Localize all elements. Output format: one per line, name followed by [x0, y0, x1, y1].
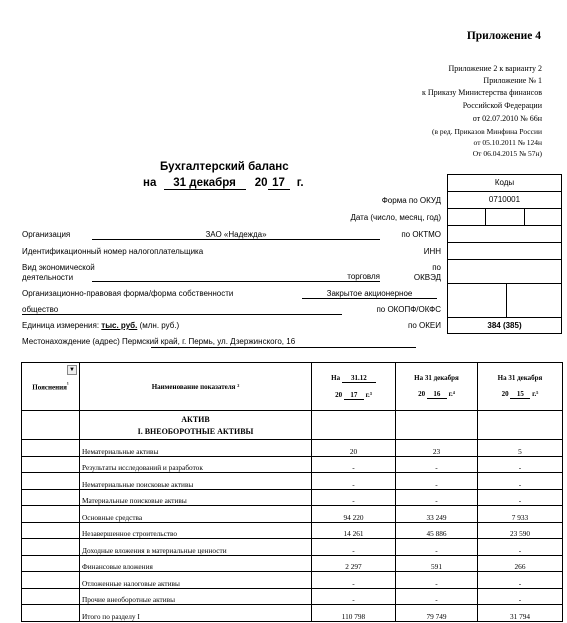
table-row: [22, 473, 563, 490]
row-name: Доходные вложения в материальные ценности: [80, 539, 312, 556]
row-name: Результаты исследований и разработок: [80, 456, 312, 473]
codes-box: [447, 174, 562, 334]
row-name: Итого по разделу I: [80, 605, 312, 622]
col2-year-prefix: 20: [418, 390, 426, 398]
table-row: [22, 572, 563, 589]
header-note-line: от 02.07.2010 № 66н: [472, 114, 542, 123]
col-2017-header: [312, 363, 396, 411]
activity-label-2: деятельности: [22, 273, 74, 282]
row-name: Материальные поисковые активы: [80, 489, 312, 506]
legal-form-value-2: общество: [22, 305, 342, 315]
date-code-cell: [448, 208, 561, 226]
subsection-label: I. ВНЕОБОРОТНЫЕ АКТИВЫ: [137, 426, 254, 436]
col2-year: 16: [427, 390, 447, 399]
oktmo-label: по ОКТМО: [401, 230, 441, 239]
col3-top: На 31 декабря: [497, 374, 543, 382]
appendix-title: Приложение 4: [466, 30, 541, 42]
value-2016: -: [396, 539, 478, 556]
value-2017: 20: [312, 440, 396, 457]
unit-label: Единица измерения:: [22, 321, 100, 330]
value-2015: -: [478, 456, 563, 473]
col-name-header: Наименование показателя ²: [80, 363, 312, 411]
value-2015: -: [478, 539, 563, 556]
document-title: Бухгалтерский баланс: [160, 161, 289, 173]
value-2015: 266: [478, 555, 563, 572]
date-label: Дата (число, месяц, год): [350, 213, 441, 222]
inn-code-label: ИНН: [423, 247, 441, 256]
legal-form-value: Закрытое акционерное: [302, 289, 437, 299]
value-2016: 45 886: [396, 522, 478, 539]
okved-code-cell: [448, 259, 561, 284]
value-2015: -: [478, 473, 563, 490]
table-row: [22, 522, 563, 539]
value-2015: 31 794: [478, 605, 563, 622]
value-2015: -: [478, 489, 563, 506]
year-value: 17: [268, 177, 290, 190]
codes-header: Коды: [448, 175, 561, 192]
filter-icon[interactable]: ▼: [67, 365, 77, 375]
legal-form-label: Организационно-правовая форма/форма собственности: [22, 289, 234, 298]
notes-cell: [22, 522, 80, 539]
notes-cell: [22, 572, 80, 589]
row-name: Нематериальные активы: [80, 440, 312, 457]
row-name: Основные средства: [80, 506, 312, 523]
notes-cell: [22, 539, 80, 556]
col-2015-header: [478, 363, 563, 411]
row-name: Нематериальные поисковые активы: [80, 473, 312, 490]
header-note-line: к Приказу Министерства финансов: [422, 88, 542, 97]
header-note-line: От 06.04.2015 № 57н): [472, 149, 542, 158]
table-row: [22, 456, 563, 473]
balance-table: [21, 362, 563, 622]
value-2017: -: [312, 588, 396, 605]
notes-cell: [22, 506, 80, 523]
value-2016: 591: [396, 555, 478, 572]
location: Местонахождение (адрес) Пермский край, г. Пермь, ул. Дзержинского, 16: [22, 337, 296, 346]
section-row: [22, 411, 563, 440]
col3-year-prefix: 20: [501, 390, 509, 398]
col2-suffix: г.⁴: [448, 390, 455, 398]
header-note-line: (в ред. Приказов Минфина России: [432, 127, 542, 136]
okopf-label: по ОКОПФ/ОКФС: [376, 305, 441, 314]
okved-po: по: [432, 263, 441, 272]
table-row: [22, 588, 563, 605]
notes-cell: [22, 605, 80, 622]
value-2017: -: [312, 572, 396, 589]
value-2017: -: [312, 539, 396, 556]
table-row: [22, 539, 563, 556]
org-name: ЗАО «Надежда»: [92, 230, 380, 240]
table-row: [22, 605, 563, 622]
activity-value: торговля: [92, 272, 380, 282]
section-label: АКТИВ: [181, 414, 210, 424]
header-note-line: Приложение 2 к варианту 2: [448, 64, 542, 73]
header-note-line: от 05.10.2011 № 124н: [473, 138, 542, 147]
notes-cell: [22, 555, 80, 572]
form-okud-label: Форма по ОКУД: [381, 196, 441, 205]
value-2017: -: [312, 473, 396, 490]
value-2015: -: [478, 588, 563, 605]
okei-code: 384 (385): [487, 321, 522, 330]
org-label: Организация: [22, 230, 71, 239]
col1-suffix: г.³: [365, 390, 372, 399]
value-2015: 5: [478, 440, 563, 457]
col-2016-header: [396, 363, 478, 411]
table-row: [22, 440, 563, 457]
notes-cell: [22, 473, 80, 490]
row-name: Прочие внеоборотные активы: [80, 588, 312, 605]
notes-cell: [22, 588, 80, 605]
table-row: [22, 555, 563, 572]
okud-code: 0710001: [448, 191, 561, 209]
date-value: 31 декабря: [164, 177, 246, 190]
col-notes-sup: ¹: [66, 381, 69, 388]
header-note-line: Российской Федерации: [462, 101, 542, 110]
oktmo-code-cell: [448, 225, 561, 243]
value-2016: 23: [396, 440, 478, 457]
col2-top: На 31 декабря: [414, 374, 459, 382]
unit-line: [22, 321, 179, 330]
value-2015: -: [478, 572, 563, 589]
table-body: [22, 440, 563, 622]
table-row: [22, 489, 563, 506]
col1-year: 17: [344, 391, 364, 400]
value-2017: -: [312, 456, 396, 473]
col-notes-header: [22, 363, 80, 411]
value-2016: -: [396, 572, 478, 589]
value-2016: -: [396, 473, 478, 490]
activity-label-1: Вид экономической: [22, 263, 95, 272]
col1-top: 31.12: [342, 374, 376, 383]
value-2016: 33 249: [396, 506, 478, 523]
value-2015: 23 590: [478, 522, 563, 539]
value-2015: 7 933: [478, 506, 563, 523]
okei-label: по ОКЕИ: [408, 321, 441, 330]
value-2017: 2 297: [312, 555, 396, 572]
unit-alt: (млн. руб.): [139, 321, 180, 330]
table-row: [22, 506, 563, 523]
notes-cell: [22, 489, 80, 506]
col1-top-prefix: На: [331, 373, 341, 382]
date-line: [143, 177, 304, 190]
col1-year-prefix: 20: [335, 390, 343, 399]
section-title: [80, 411, 312, 440]
value-2017: 110 798: [312, 605, 396, 622]
value-2016: -: [396, 588, 478, 605]
value-2016: -: [396, 456, 478, 473]
value-2016: 79 749: [396, 605, 478, 622]
okopf-code-cell: [448, 283, 561, 318]
header-note-line: Приложение № 1: [483, 76, 542, 85]
value-2017: 94 220: [312, 506, 396, 523]
inn-code-cell: [448, 242, 561, 260]
notes-cell: [22, 456, 80, 473]
inn-label: Идентификационный номер налогоплательщика: [22, 247, 204, 256]
col3-year: 15: [510, 390, 530, 399]
table-header-row: [22, 363, 563, 411]
date-prefix: на: [143, 177, 157, 189]
row-name: Финансовые вложения: [80, 555, 312, 572]
okved-label: ОКВЭД: [413, 273, 441, 282]
unit-value: тыс. руб.: [101, 321, 138, 330]
row-name: Отложенные налоговые активы: [80, 572, 312, 589]
value-2017: -: [312, 489, 396, 506]
col3-suffix: г.⁵: [532, 390, 539, 398]
notes-cell: [22, 440, 80, 457]
row-name: Незавершенное строительство: [80, 522, 312, 539]
col-notes-label: Пояснения: [32, 383, 67, 392]
year-prefix: 20: [254, 177, 268, 189]
value-2017: 14 261: [312, 522, 396, 539]
value-2016: -: [396, 489, 478, 506]
year-suffix: г.: [296, 177, 304, 189]
